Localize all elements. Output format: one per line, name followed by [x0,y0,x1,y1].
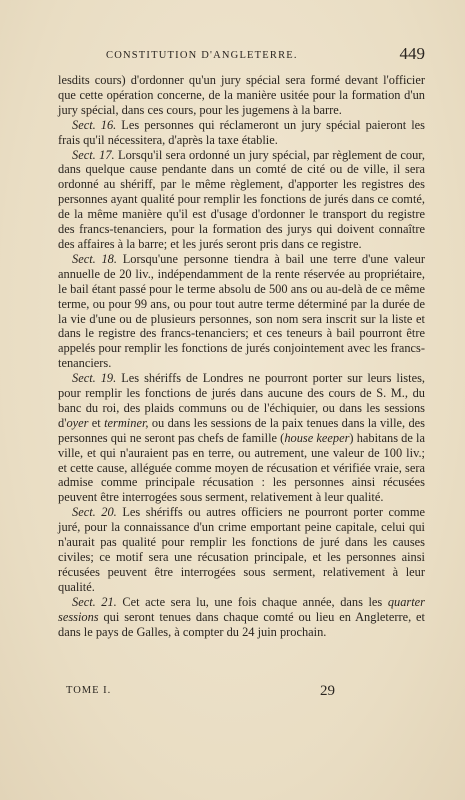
paragraph-text: Cet acte sera lu, une fois chaque année, dans les [122,594,388,609]
paragraph-text: et [88,415,105,430]
paragraph-text: qui seront tenues dans chaque comté ou lieu en Angleterre, et dans le pays de Galles, à compter du 24 juin prochain. [58,609,425,639]
section-paragraph [58,595,425,640]
section-label: Sect. 18. [72,251,117,266]
section-label: Sect. 19. [72,371,117,386]
continued-paragraph [58,73,425,118]
section-paragraph [58,252,425,371]
italic-term: house keeper [284,430,350,445]
paragraph-text: lesdits cours) d'ordonner qu'un jury spécial sera formé devant l'officier que cette opération concerne, de la manière usitée pour la formation d'un jury spécial, dans ces cours, pour les jugemens à la barre. [58,73,425,117]
page-footer [58,683,425,701]
section-label: Sect. 16. [72,117,117,132]
section-paragraph [58,505,425,594]
section-label: Sect. 20. [72,505,117,520]
italic-term: terminer, [104,415,149,430]
volume-label: TOME I. [66,685,112,696]
paragraph-text: Lorsqu'une personne tiendra à bail une terre d'une valeur annuelle de 20 liv., indépendamment de la rente réservée au propriétaire, le bail étant passé pour le terme absolu de 500 ans ou au-delà de ce même terme, ou pour 99 ans, ou pour tout autre terme déterminé par la durée de la vie d'une ou de plusieurs personnes, son nom sera inscrit sur la liste et dans le registre des francs-tenanciers; et ces teneurs à bail pourront être appelés pour remplir les fonctions de jurés conjointement avec les francs-tenanciers. [58,251,425,371]
paragraph-text: ) habitans de la ville, et qui n'auraient pas en terre, ou autrement, une valeur de 100 liv.; et cette cause, alléguée comme moyen de récusation et vérifiée vraie, sera admise comme principale récusation : les personnes ainsi récusées peuvent être interrogées sous serment, relativement à leur qualité. [58,430,425,505]
section-paragraph [58,148,425,252]
paragraph-text: Lorsqu'il sera ordonné un jury spécial, par règlement de cour, dans quelque cause pendante dans un comté de cité ou de ville, il sera ordonné au shériff, par le même règlement, d'apporter les registres des personnes ayant qualité pour remplir les fonctions de jurés dans ce comté, de la même manière qu'il est d'usage d'ordonner le transport du registre des francs-tenanciers, pour la formation des jurys qui doivent connaître des affaires à la barre; et les jurés seront pris dans ce registre. [58,147,425,251]
body-text [58,73,425,639]
section-paragraph [58,371,425,505]
italic-term: oyer [66,415,89,430]
italic-term: quarter sessions [58,594,425,624]
section-paragraph [58,118,425,148]
paragraph-text: Les personnes qui réclameront un jury spécial paieront les frais qu'il nécessitera, d'après la taxe établie. [58,117,425,147]
paragraph-text: Les shériffs de Londres ne pourront porter sur leurs listes, pour remplir les fonctions de jurés dans aucune des cours de S. M., du banc du roi, des plaids communs ou de l'échiquier, ou dans les sessions d' [58,371,425,430]
signature-mark: 29 [320,683,335,699]
paragraph-text: Les shériffs ou autres officiers ne pourront porter comme juré, pour la connaissance d'un crime emportant peine capitale, celui qui n'aurait pas qualité pour remplir les fonctions de juré dans les causes civiles; ce motif sera une récusation principale, et les personnes ainsi récusées peuvent être interrogées sous serment, relativement à leur qualité. [58,505,426,594]
running-head: CONSTITUTION D'ANGLETERRE. [106,50,298,61]
page-header [58,44,425,64]
page-number: 449 [399,44,425,63]
section-label: Sect. 21. [72,594,117,609]
section-label: Sect. 17. [72,147,115,162]
paragraph-text: ou dans les sessions de la paix tenues dans la ville, des personnes qui ne seront pas chefs de famille ( [58,415,425,445]
